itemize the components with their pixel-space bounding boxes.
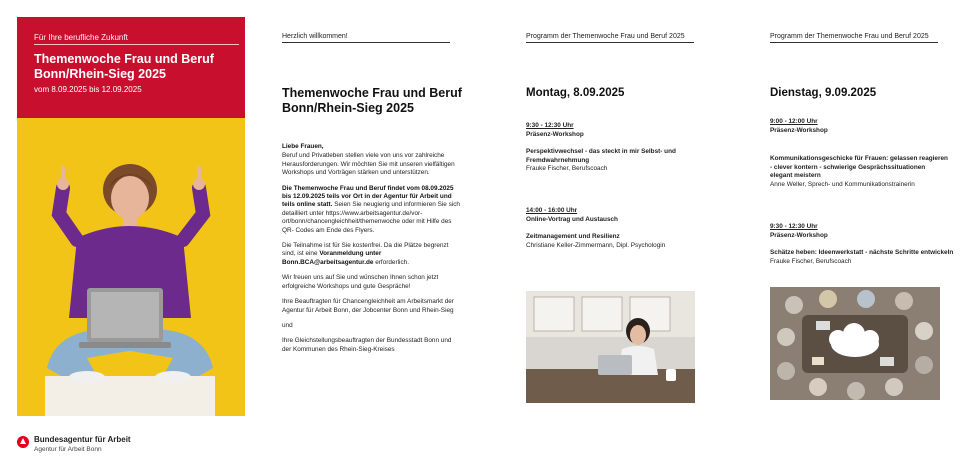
session-format: Online-Vortrag und Austausch: [526, 215, 618, 223]
session-format: Präsenz-Workshop: [526, 130, 584, 138]
logo-agency-sub: Agentur für Arbeit Bonn: [34, 446, 102, 453]
session-time: 9:30 - 12:30 Uhr: [526, 122, 574, 129]
session-speaker: Christiane Keller-Zimmermann, Dipl. Psychologin: [526, 241, 666, 249]
welcome-required-text: erforderlich.: [373, 258, 409, 266]
welcome-header-rule: [282, 42, 450, 43]
monday-header: Programm der Themenwoche Frau und Beruf 2025: [526, 33, 685, 40]
logo-agency-name: Bundesagentur für Arbeit: [34, 435, 131, 444]
welcome-para-4: Wir freuen uns auf Sie und wünschen Ihnen schon jetzt erfolgreiche Workshops und gute Gespräche!: [282, 274, 439, 290]
tuesday-session-1: [770, 118, 948, 189]
cover-photo-woman-laptop: [17, 118, 245, 416]
tuesday-photo-team-meeting: [770, 287, 940, 400]
welcome-info-link-text: Seien Sie neugierig und informieren Sie sich detailliert unter https://www.arbeitsagentur.de/vor-ort/bonn/chancengleichheit/themenwoche oder mit Hilfe des QR- Codes am Ende des Flyers.: [282, 201, 460, 234]
tuesday-header: Programm der Themenwoche Frau und Beruf 2025: [770, 33, 929, 40]
monday-session-2: [526, 207, 716, 250]
welcome-para-2: [282, 185, 460, 235]
welcome-dates-bold: Die Themenwoche Frau und Beruf findet vom 08.09.2025 bis 12.09.2025 teils vor Ort in der Agentur für Arbeit und teils online statt.: [282, 184, 454, 209]
team-meeting-illustration: [770, 287, 940, 400]
session-time: 14:00 - 16:00 Uhr: [526, 207, 578, 214]
session-topic: Perspektivwechsel - das steckt in mir Selbst- und Fremdwahrnehmung: [526, 148, 676, 164]
session-time: 9:00 - 12:00 Uhr: [770, 118, 818, 125]
office-laptop-illustration: [526, 291, 695, 403]
cover-kicker: Für Ihre berufliche Zukunft: [34, 33, 128, 42]
session-format: Präsenz-Workshop: [770, 231, 828, 239]
session-speaker: Anne Weller, Sprech- und Kommunikationstrainerin: [770, 180, 915, 188]
welcome-fee-text: Die Teilnahme ist für Sie kostenfrei. Da die Plätze begrenzt sind, ist eine: [282, 242, 449, 258]
session-topic: Kommunikationsgeschicke für Frauen: gelassen reagieren - clever kontern - schwierige Gesprächssituationen elegant meistern: [770, 155, 948, 179]
registration-email: Voranmeldung unter Bonn.BCA@arbeitsagentur.de: [282, 250, 382, 266]
cover-title-block: [17, 17, 245, 118]
session-format: Präsenz-Workshop: [770, 126, 828, 134]
tuesday-day-title: Dienstag, 9.09.2025: [770, 87, 877, 99]
welcome-body: [282, 143, 460, 361]
agency-logo: [17, 435, 131, 453]
cover-panel: [0, 0, 258, 471]
monday-photo-woman-at-laptop: [526, 291, 695, 403]
cover-dates: vom 8.09.2025 bis 12.09.2025: [34, 85, 142, 94]
welcome-greeting: Liebe Frauen,: [282, 143, 324, 150]
welcome-para-7: Ihre Gleichstellungsbeauftragten der Bundesstadt Bonn und der Kommunen des Rhein-Sieg-Kreises: [282, 337, 452, 353]
monday-day-title: Montag, 8.09.2025: [526, 87, 625, 99]
welcome-panel: [258, 0, 490, 471]
session-speaker: Frauke Fischer, Berufscoach: [770, 257, 852, 265]
welcome-para-3: [282, 242, 460, 267]
welcome-para-6: und: [282, 321, 293, 329]
welcome-para-5: Ihre Beauftragten für Chancengleichheit am Arbeitsmarkt der Agentur für Arbeit Bonn, der Jobcenter Bonn und Rhein-Sieg: [282, 298, 454, 314]
ba-logo-icon: [17, 436, 29, 448]
welcome-title: Themenwoche Frau und Beruf Bonn/Rhein-Sieg 2025: [282, 86, 462, 115]
monday-panel: [503, 0, 735, 471]
session-topic: Schätze heben: Ideenwerkstatt - nächste Schritte entwickeln: [770, 249, 954, 256]
monday-session-1: [526, 122, 706, 174]
session-speaker: Frauke Fischer, Berufscoach: [526, 165, 608, 172]
monday-header-rule: [526, 42, 694, 43]
tuesday-header-rule: [770, 42, 938, 43]
cover-title: Themenwoche Frau und Beruf Bonn/Rhein-Sieg 2025: [34, 52, 214, 81]
tuesday-session-2: [770, 223, 960, 266]
cover-divider: [34, 44, 239, 45]
session-topic: Zeitmanagement und Resilienz: [526, 233, 620, 240]
woman-laptop-illustration: [17, 118, 245, 416]
session-time: 9:30 - 12:30 Uhr: [770, 223, 818, 230]
tuesday-panel: [748, 0, 978, 471]
welcome-header: Herzlich willkommen!: [282, 33, 348, 40]
welcome-para-1: Beruf und Privatleben stellen viele von uns vor zahlreiche Herausforderungen. Wir möchten Sie mit unseren vielfältigen Workshops und Vorträgen stärken und unterstützen.: [282, 152, 455, 177]
